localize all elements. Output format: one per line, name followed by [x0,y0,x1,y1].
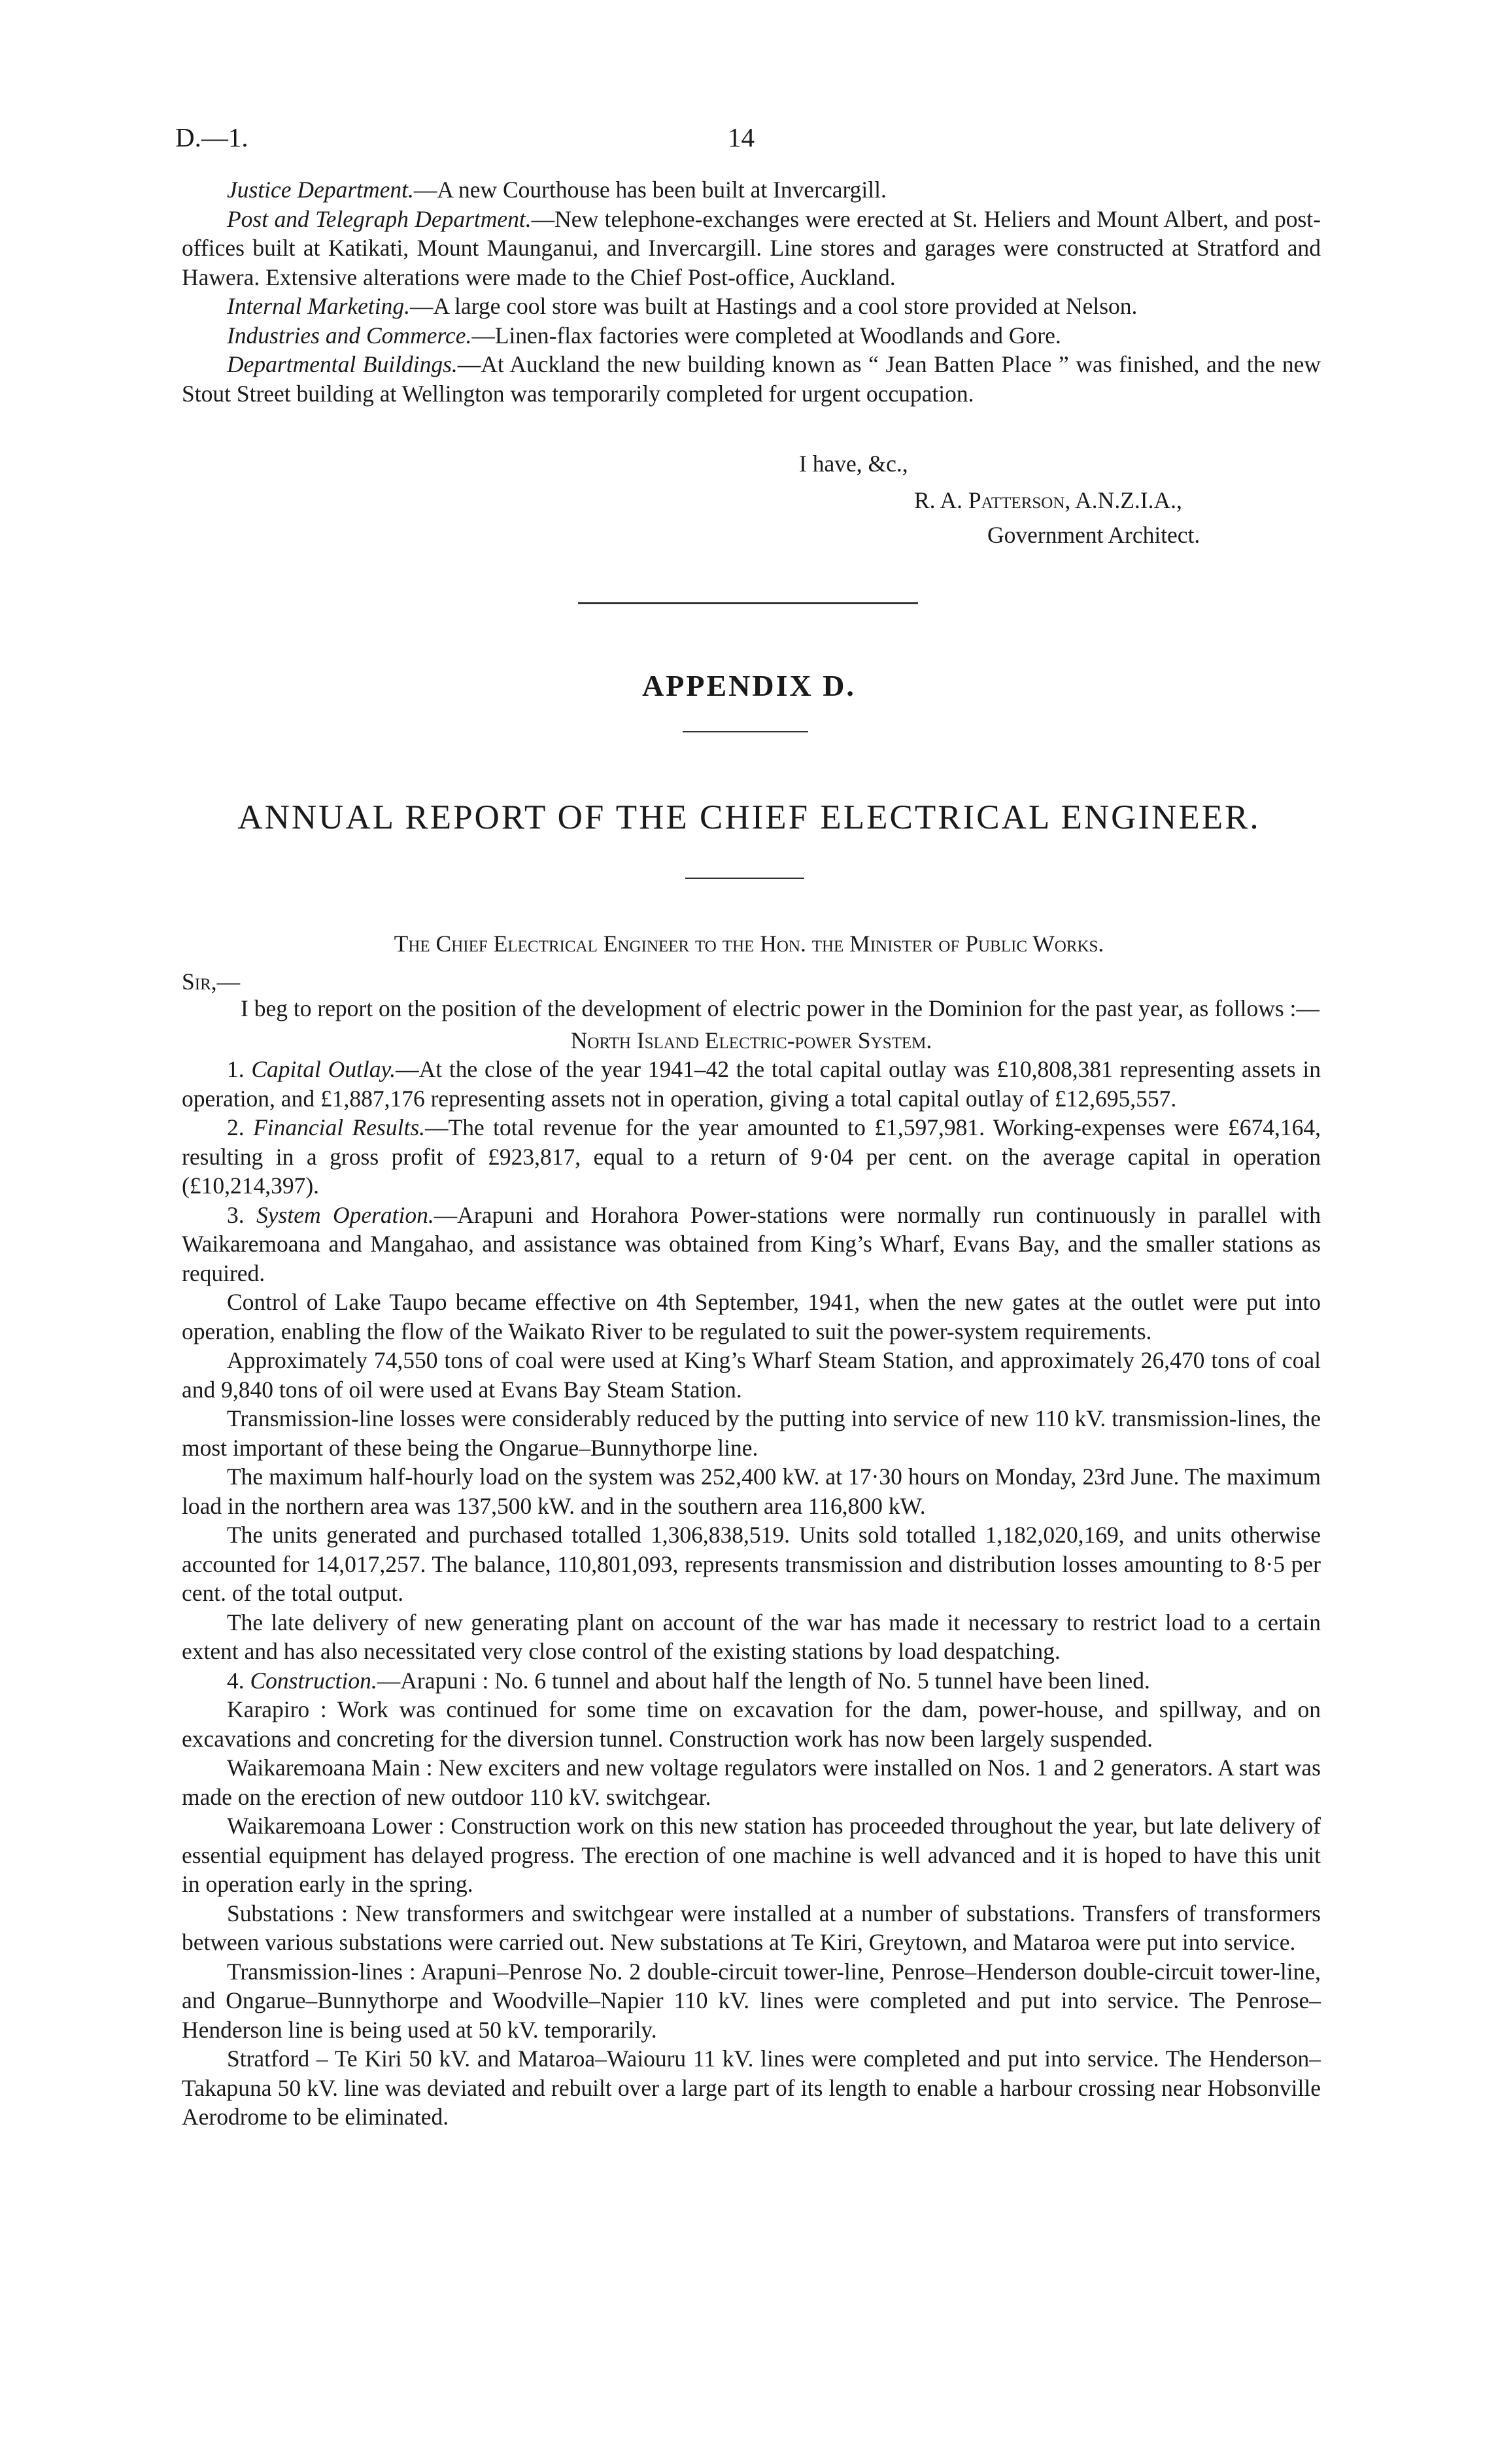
paragraph-coal-usage: Approximately 74,550 tons of coal were used at King’s Wharf Steam Station, and approximately 26,470 tons of coal and 9,840 tons of oil were used at Evans Bay Steam Station. [182,1347,1321,1403]
paragraph-substations: Substations : New transformers and switchgear were installed at a number of substations. Transfers of transformers between various substations were carried out. New substations at Te Kiri, Greytown, and Mataroa were put into service. [182,1900,1321,1955]
top-section [182,175,1321,408]
salutation: Sir,— [182,968,241,995]
intro-paragraph: I beg to report on the position of the development of electric power in the Dominion for the past year, as follows :— [241,995,1319,1021]
paragraph-financial-results: 2. Financial Results.—The total revenue for the year amounted to £1,597,981. Working-expenses were £674,164, resulting in a gross profit of £923,817, equal to a return of 9·04 per cent. on the average capital in operation (£10,214,397). [182,1114,1321,1199]
page-number: 14 [728,122,755,152]
appendix-heading: APPENDIX D. [642,669,856,702]
paragraph-karapiro: Karapiro : Work was continued for some time on excavation for the dam, power-house, and spillway, and on excavations and concreting for the diversion tunnel. Construction work has now been largely suspended. [182,1696,1321,1752]
paragraph-construction: 4. Construction.—Arapuni : No. 6 tunnel and about half the length of No. 5 tunnel have been lined. [227,1667,1150,1694]
paragraph-departmental-buildings: Departmental Buildings.—At Auckland the new building known as “ Jean Batten Place ” was finished, and the new Stout Street building at Wellington was temporarily completed for urgent occupation. [182,351,1321,407]
paragraph-transmission-losses: Transmission-line losses were considerably reduced by the putting into service of new 110 kV. transmission-lines, the most important of these being the Ongarue–Bunnythorpe line. [182,1405,1321,1461]
paragraph-capital-outlay: 1. Capital Outlay.—At the close of the year 1941–42 the total capital outlay was £10,808,381 representing assets in operation, and £1,887,176 representing assets not in operation, giving a total capital outlay of £12,695,557. [182,1056,1321,1112]
appendix-underline [683,731,808,732]
paragraph-units-generated: The units generated and purchased totalled 1,306,838,519. Units sold totalled 1,182,020,169, and units otherwise accounted for 14,017,257. The balance, 110,801,093, represents transmission and distribution losses amounting to 8·5 per cent. of the total output. [182,1522,1321,1606]
signature-name: R. A. Patterson, A.N.Z.I.A., [914,487,1182,513]
series-label: D.—1. [175,122,248,152]
paragraph-industries-commerce: Industries and Commerce.—Linen-flax factories were completed at Woodlands and Gore. [227,322,1061,349]
address-line: The Chief Electrical Engineer to the Hon. the Minister of Public Works. [394,931,1104,957]
paragraph-waikaremoana-main: Waikaremoana Main : New exciters and new voltage regulators were installed on Nos. 1 and 2 generators. A start was made on the erection of new outdoor 110 kV. switchgear. [182,1754,1321,1810]
paragraph-transmission-lines: Transmission-lines : Arapuni–Penrose No. 2 double-circuit tower-line, Penrose–Henderson double-circuit tower-line, and Ongarue–Bunnythorpe and Woodville–Napier 110 kV. lines were completed and put into service. The Penrose–Henderson line is being used at 50 kV. temporarily. [182,1958,1321,2043]
signature-title: Government Architect. [987,522,1200,548]
signature-closing: I have, &c., [799,451,908,477]
paragraph-justice: Justice Department.—A new Courthouse has been built at Invercargill. [227,177,887,203]
section-heading: North Island Electric-power System. [570,1027,932,1053]
paragraph-post-telegraph: Post and Telegraph Department.—New telephone-exchanges were erected at St. Heliers and Mount Albert, and post-offices built at Katikati, Mount Maunganui, and Invercargill. Line stores and garages were constructed at Stratford and Hawera. Extensive alterations were made to the Chief Post-office, Auckland. [182,205,1321,290]
paragraph-stratford-te-kiri: Stratford – Te Kiri 50 kV. and Mataroa–Waiouru 11 kV. lines were completed and put into service. The Henderson–Takapuna 50 kV. line was deviated and rebuilt over a large part of its length to enable a harbour crossing near Hobsonville Aerodrome to be eliminated. [182,2045,1321,2130]
paragraph-internal-marketing: Internal Marketing.—A large cool store was built at Hastings and a cool store provided at Nelson. [227,293,1138,319]
report-body [182,994,1321,2132]
paragraph-waikaremoana-lower: Waikaremoana Lower : Construction work on this new station has proceeded throughout the year, but late delivery of essential equipment has delayed progress. The erection of one machine is well advanced and it is hoped to have this unit in operation early in the spring. [182,1813,1321,1897]
paragraph-lake-taupo: Control of Lake Taupo became effective on 4th September, 1941, when the new gates at the outlet were put into operation, enabling the flow of the Waikato River to be regulated to suit the power-system requirements. [182,1289,1321,1344]
section-divider [578,602,918,604]
paragraph-system-operation: 3. System Operation.—Arapuni and Horahora Power-stations were normally run continuously in parallel with Waikaremoana and Mangahao, and assistance was obtained from King’s Wharf, Evans Bay, and the smaller stations as required. [182,1201,1321,1286]
paragraph-maximum-load: The maximum half-hourly load on the system was 252,400 kW. at 17·30 hours on Monday, 23rd June. The maximum load in the northern area was 137,500 kW. and in the southern area 116,800 kW. [182,1463,1321,1519]
page-header [175,122,1323,161]
report-title: ANNUAL REPORT OF THE CHIEF ELECTRICAL ENGINEER. [237,798,1261,836]
title-underline [685,878,804,879]
paragraph-late-delivery: The late delivery of new generating plant on account of the war has made it necessary to restrict load to a certain extent and has also necessitated very close control of the existing stations by load despatching. [182,1609,1321,1664]
